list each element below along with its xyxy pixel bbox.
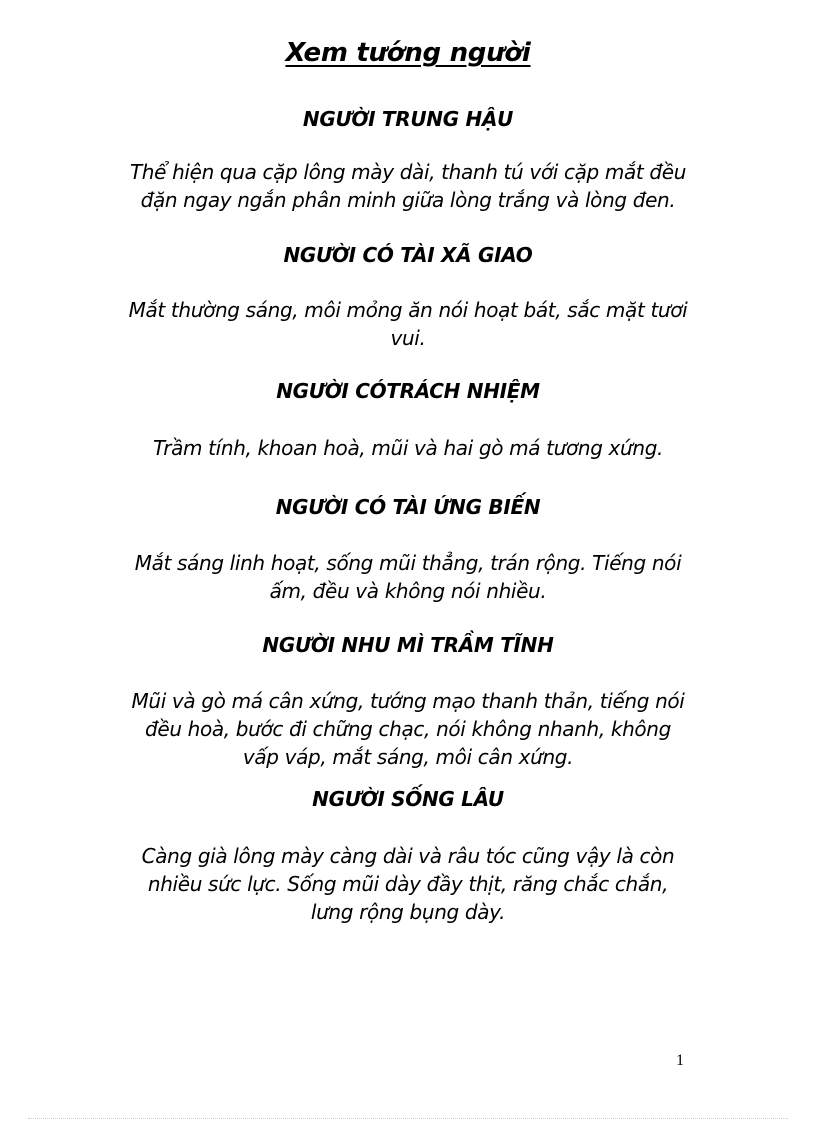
section-body-song-lau bbox=[0, 842, 816, 926]
body-line: ấm, đều và không nói nhiều. bbox=[269, 579, 547, 603]
section-heading-trach-nhiem: NGƯỜI CÓTRÁCH NHIỆM bbox=[276, 379, 540, 403]
body-line: nhiều sức lực. Sống mũi dày đầy thịt, răng chắc chắn, bbox=[147, 872, 669, 896]
section-body-tai-xa-giao bbox=[0, 296, 816, 352]
section-body-nhu-mi-tram-tinh bbox=[0, 687, 816, 771]
body-line: Thể hiện qua cặp lông mày dài, thanh tú với cặp mắt đều bbox=[129, 160, 687, 184]
body-line: đều hoà, bước đi chững chạc, nói không nhanh, không bbox=[145, 717, 671, 741]
section-heading-tai-ung-bien: NGƯỜI CÓ TÀI ỨNG BIẾN bbox=[275, 495, 541, 519]
body-line: lưng rộng bụng dày. bbox=[310, 900, 506, 924]
document-title: Xem tướng người bbox=[285, 38, 531, 68]
body-line: Trầm tính, khoan hoà, mũi và hai gò má tương xứng. bbox=[152, 436, 664, 460]
section-body-trach-nhiem bbox=[0, 434, 816, 462]
body-line: Mắt sáng linh hoạt, sống mũi thẳng, trán rộng. Tiếng nói bbox=[134, 551, 682, 575]
body-line: đặn ngay ngắn phân minh giữa lòng trắng và lòng đen. bbox=[140, 188, 676, 212]
body-line: Càng già lông mày càng dài và râu tóc cũng vậy là còn bbox=[141, 844, 675, 868]
page-bottom-divider bbox=[28, 1118, 788, 1119]
section-heading-nhu-mi-tram-tinh: NGƯỜI NHU MÌ TRẦM TĨNH bbox=[262, 633, 554, 657]
section-heading-song-lau: NGƯỜI SỐNG LÂU bbox=[312, 787, 504, 811]
section-heading-trung-hau: NGƯỜI TRUNG HẬU bbox=[302, 107, 514, 131]
section-heading-tai-xa-giao: NGƯỜI CÓ TÀI XÃ GIAO bbox=[283, 243, 533, 267]
section-body-tai-ung-bien bbox=[0, 549, 816, 605]
page-number: 1 bbox=[676, 1052, 684, 1069]
section-body-trung-hau bbox=[0, 158, 816, 214]
body-line: Mũi và gò má cân xứng, tướng mạo thanh thản, tiếng nói bbox=[131, 689, 685, 713]
body-line: vui. bbox=[390, 326, 426, 350]
body-line: Mắt thường sáng, môi mỏng ăn nói hoạt bát, sắc mặt tươi bbox=[128, 298, 688, 322]
body-line: vấp váp, mắt sáng, môi cân xứng. bbox=[242, 745, 574, 769]
